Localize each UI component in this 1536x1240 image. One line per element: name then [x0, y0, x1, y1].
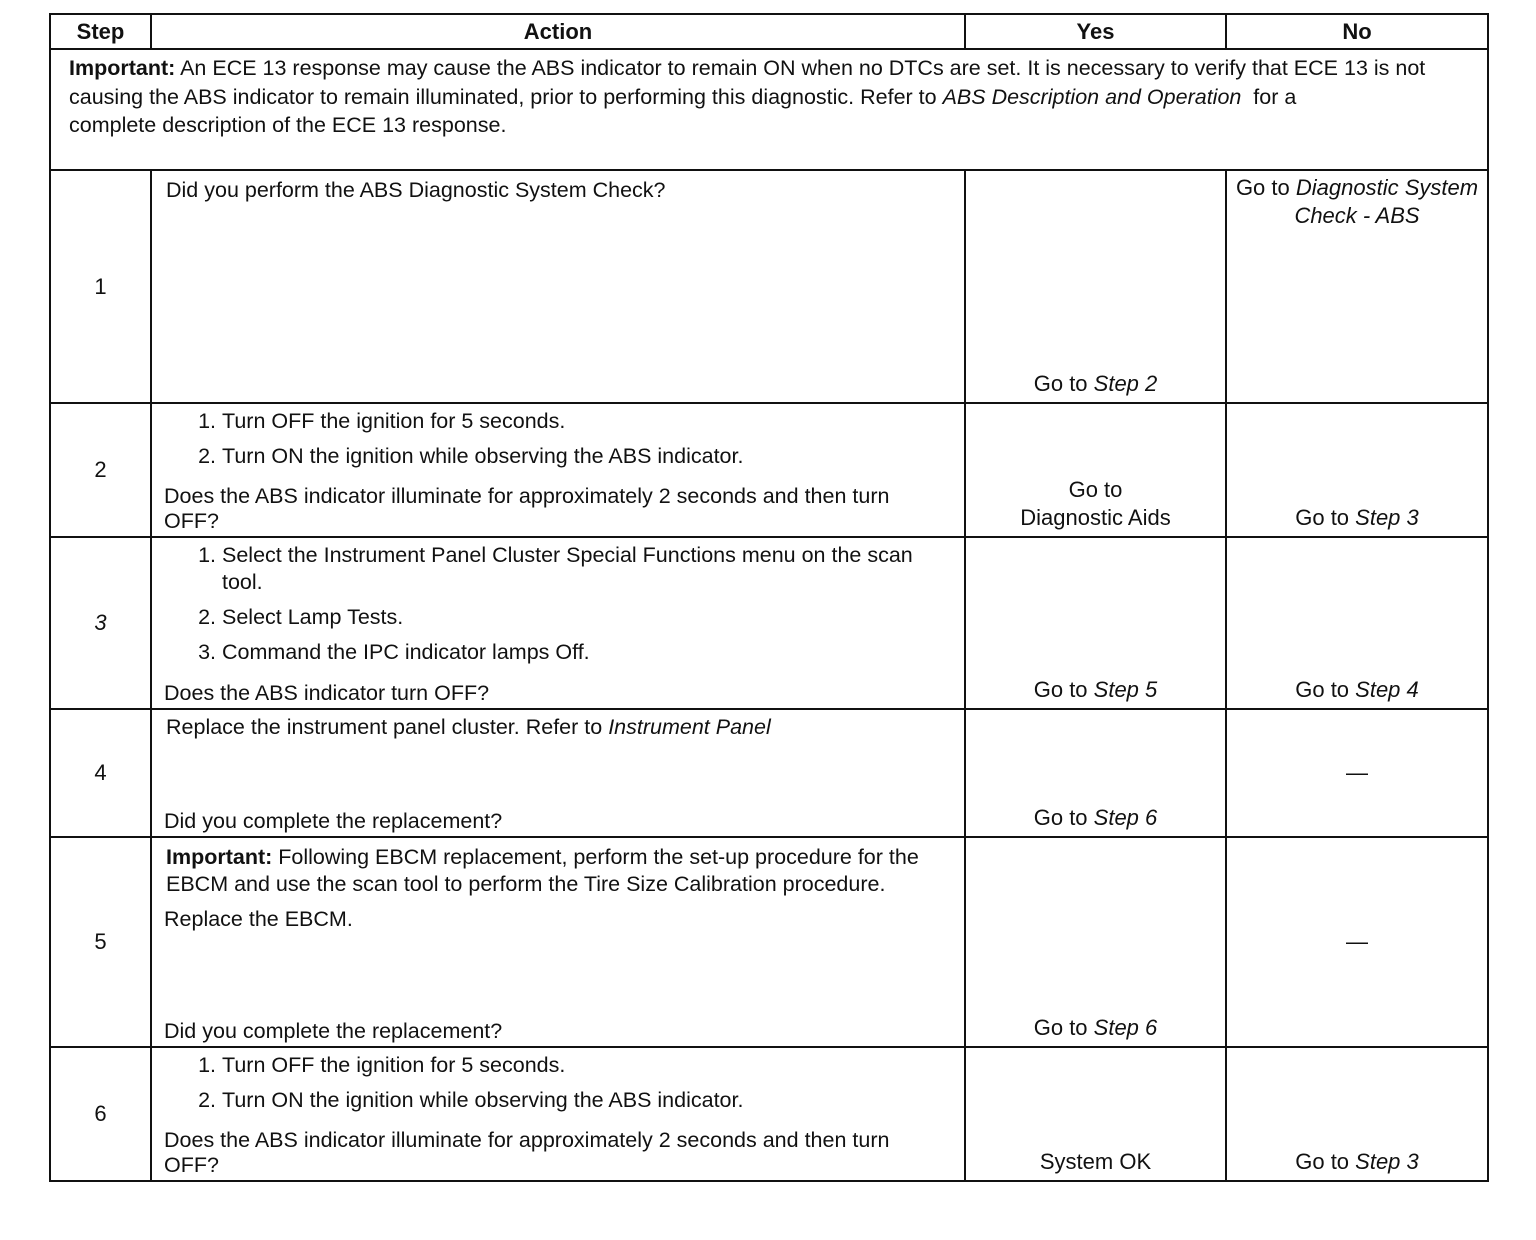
header-no: No — [1226, 14, 1488, 49]
list-item: 2. Turn ON the ignition while observing the ABS indicator. — [222, 1087, 964, 1114]
important-text-2: for a — [1241, 84, 1297, 109]
yes-prefix: Go to — [1033, 1015, 1094, 1040]
action-cell — [151, 837, 965, 1047]
important-text: Following EBCM replacement, perform the set-up procedure for the EBCM and use the scan tool to perform the Tire Size Calibration procedure. — [166, 845, 919, 896]
table-row — [50, 170, 1488, 403]
step-link: Step 4 — [1355, 677, 1419, 702]
step-link: Step 5 — [1093, 677, 1158, 702]
list-item: 1. Select the Instrument Panel Cluster Special Functions menu on the scan tool. — [222, 542, 944, 596]
important-row — [50, 49, 1488, 170]
yes-cell — [965, 709, 1226, 837]
action-list — [152, 538, 964, 666]
table-row — [50, 709, 1488, 837]
important-reference: ABS Description and Operation — [942, 84, 1242, 109]
diagnostic-table — [49, 13, 1489, 1182]
important-label: Important: — [166, 845, 273, 869]
action-text — [152, 710, 964, 745]
table-row — [50, 537, 1488, 709]
yes-cell — [965, 837, 1226, 1047]
yes-prefix: Go to — [1033, 677, 1094, 702]
action-instruction: Replace the instrument panel cluster. Refer to — [166, 715, 609, 739]
no-result — [1227, 676, 1487, 704]
no-prefix: Go to — [1295, 1149, 1356, 1174]
action-cell — [151, 1047, 965, 1181]
action-cell — [151, 537, 965, 709]
action-list — [152, 1048, 964, 1114]
action-cell — [151, 170, 965, 403]
reference-link: Instrument Panel — [608, 715, 771, 739]
step-number: 3 — [50, 537, 151, 709]
step-link: Step 2 — [1093, 371, 1158, 396]
yes-prefix: Go to — [1033, 805, 1094, 830]
list-item: 2. Turn ON the ignition while observing the ABS indicator. — [222, 443, 964, 470]
action-question: Does the ABS indicator turn OFF? — [164, 681, 490, 705]
yes-cell — [965, 1047, 1226, 1181]
no-result — [1227, 504, 1487, 532]
yes-result — [966, 476, 1225, 532]
no-cell — [1226, 170, 1488, 403]
yes-line-1: Go to — [1068, 477, 1123, 502]
no-result: — — [1346, 760, 1368, 785]
header-action: Action — [151, 14, 965, 49]
list-item: 3. Command the IPC indicator lamps Off. — [222, 639, 944, 666]
action-cell — [151, 709, 965, 837]
step-link: Step 6 — [1093, 1015, 1158, 1040]
step-number: 1 — [50, 170, 151, 403]
list-item: 1. Turn OFF the ignition for 5 seconds. — [222, 1052, 964, 1079]
yes-prefix: Go to — [1033, 371, 1094, 396]
important-text-3: complete description of the ECE 13 response. — [69, 113, 507, 137]
no-prefix: Go to — [1295, 677, 1356, 702]
step-number: 4 — [50, 709, 151, 837]
step-link: Step 3 — [1355, 505, 1419, 530]
action-cell — [151, 403, 965, 537]
action-question: Does the ABS indicator illuminate for approximately 2 seconds and then turn OFF? — [164, 484, 890, 533]
no-cell — [1226, 403, 1488, 537]
no-cell — [1226, 1047, 1488, 1181]
action-question: Did you complete the replacement? — [164, 809, 503, 833]
yes-result: System OK — [1039, 1149, 1152, 1174]
action-important — [152, 838, 964, 898]
list-item: 2. Select Lamp Tests. — [222, 604, 944, 631]
important-text: An ECE 13 response may cause the ABS indicator to remain ON when no DTCs are set. It is necessary to verify that ECE 13 is not causing the ABS indicator to remain illuminated, prior to performing this diagnostic. Refer to — [69, 56, 1426, 109]
important-note — [50, 49, 1488, 170]
no-result: — — [1346, 929, 1368, 954]
no-cell — [1226, 709, 1488, 837]
header-row — [50, 14, 1488, 49]
yes-result — [966, 370, 1225, 398]
yes-result — [966, 676, 1225, 704]
step-link: Step 6 — [1093, 805, 1158, 830]
yes-cell — [965, 403, 1226, 537]
no-cell — [1226, 837, 1488, 1047]
action-question: Did you perform the ABS Diagnostic System Check? — [166, 178, 666, 202]
step-number: 6 — [50, 1047, 151, 1181]
action-instruction: Replace the EBCM. — [164, 907, 353, 931]
list-item: 1. Turn OFF the ignition for 5 seconds. — [222, 408, 964, 435]
action-list — [152, 404, 964, 470]
action-question: Does the ABS indicator illuminate for approximately 2 seconds and then turn OFF? — [164, 1128, 890, 1177]
yes-line-2: Diagnostic Aids — [1020, 505, 1171, 530]
no-result — [1227, 1148, 1487, 1176]
step-link: Step 3 — [1355, 1149, 1419, 1174]
yes-cell — [965, 170, 1226, 403]
diagnostic-link: Diagnostic System Check - ABS — [1294, 175, 1479, 228]
yes-cell — [965, 537, 1226, 709]
header-step: Step — [50, 14, 151, 49]
action-question: Did you complete the replacement? — [164, 1019, 503, 1043]
step-number: 2 — [50, 403, 151, 537]
yes-result — [966, 804, 1225, 832]
table-row — [50, 403, 1488, 537]
table-row — [50, 837, 1488, 1047]
table-row — [50, 1047, 1488, 1181]
no-prefix: Go to — [1235, 175, 1296, 200]
no-prefix: Go to — [1295, 505, 1356, 530]
yes-result — [966, 1014, 1225, 1042]
no-result — [1227, 171, 1487, 230]
header-yes: Yes — [965, 14, 1226, 49]
no-cell — [1226, 537, 1488, 709]
important-label: Important: — [69, 56, 176, 80]
step-number: 5 — [50, 837, 151, 1047]
